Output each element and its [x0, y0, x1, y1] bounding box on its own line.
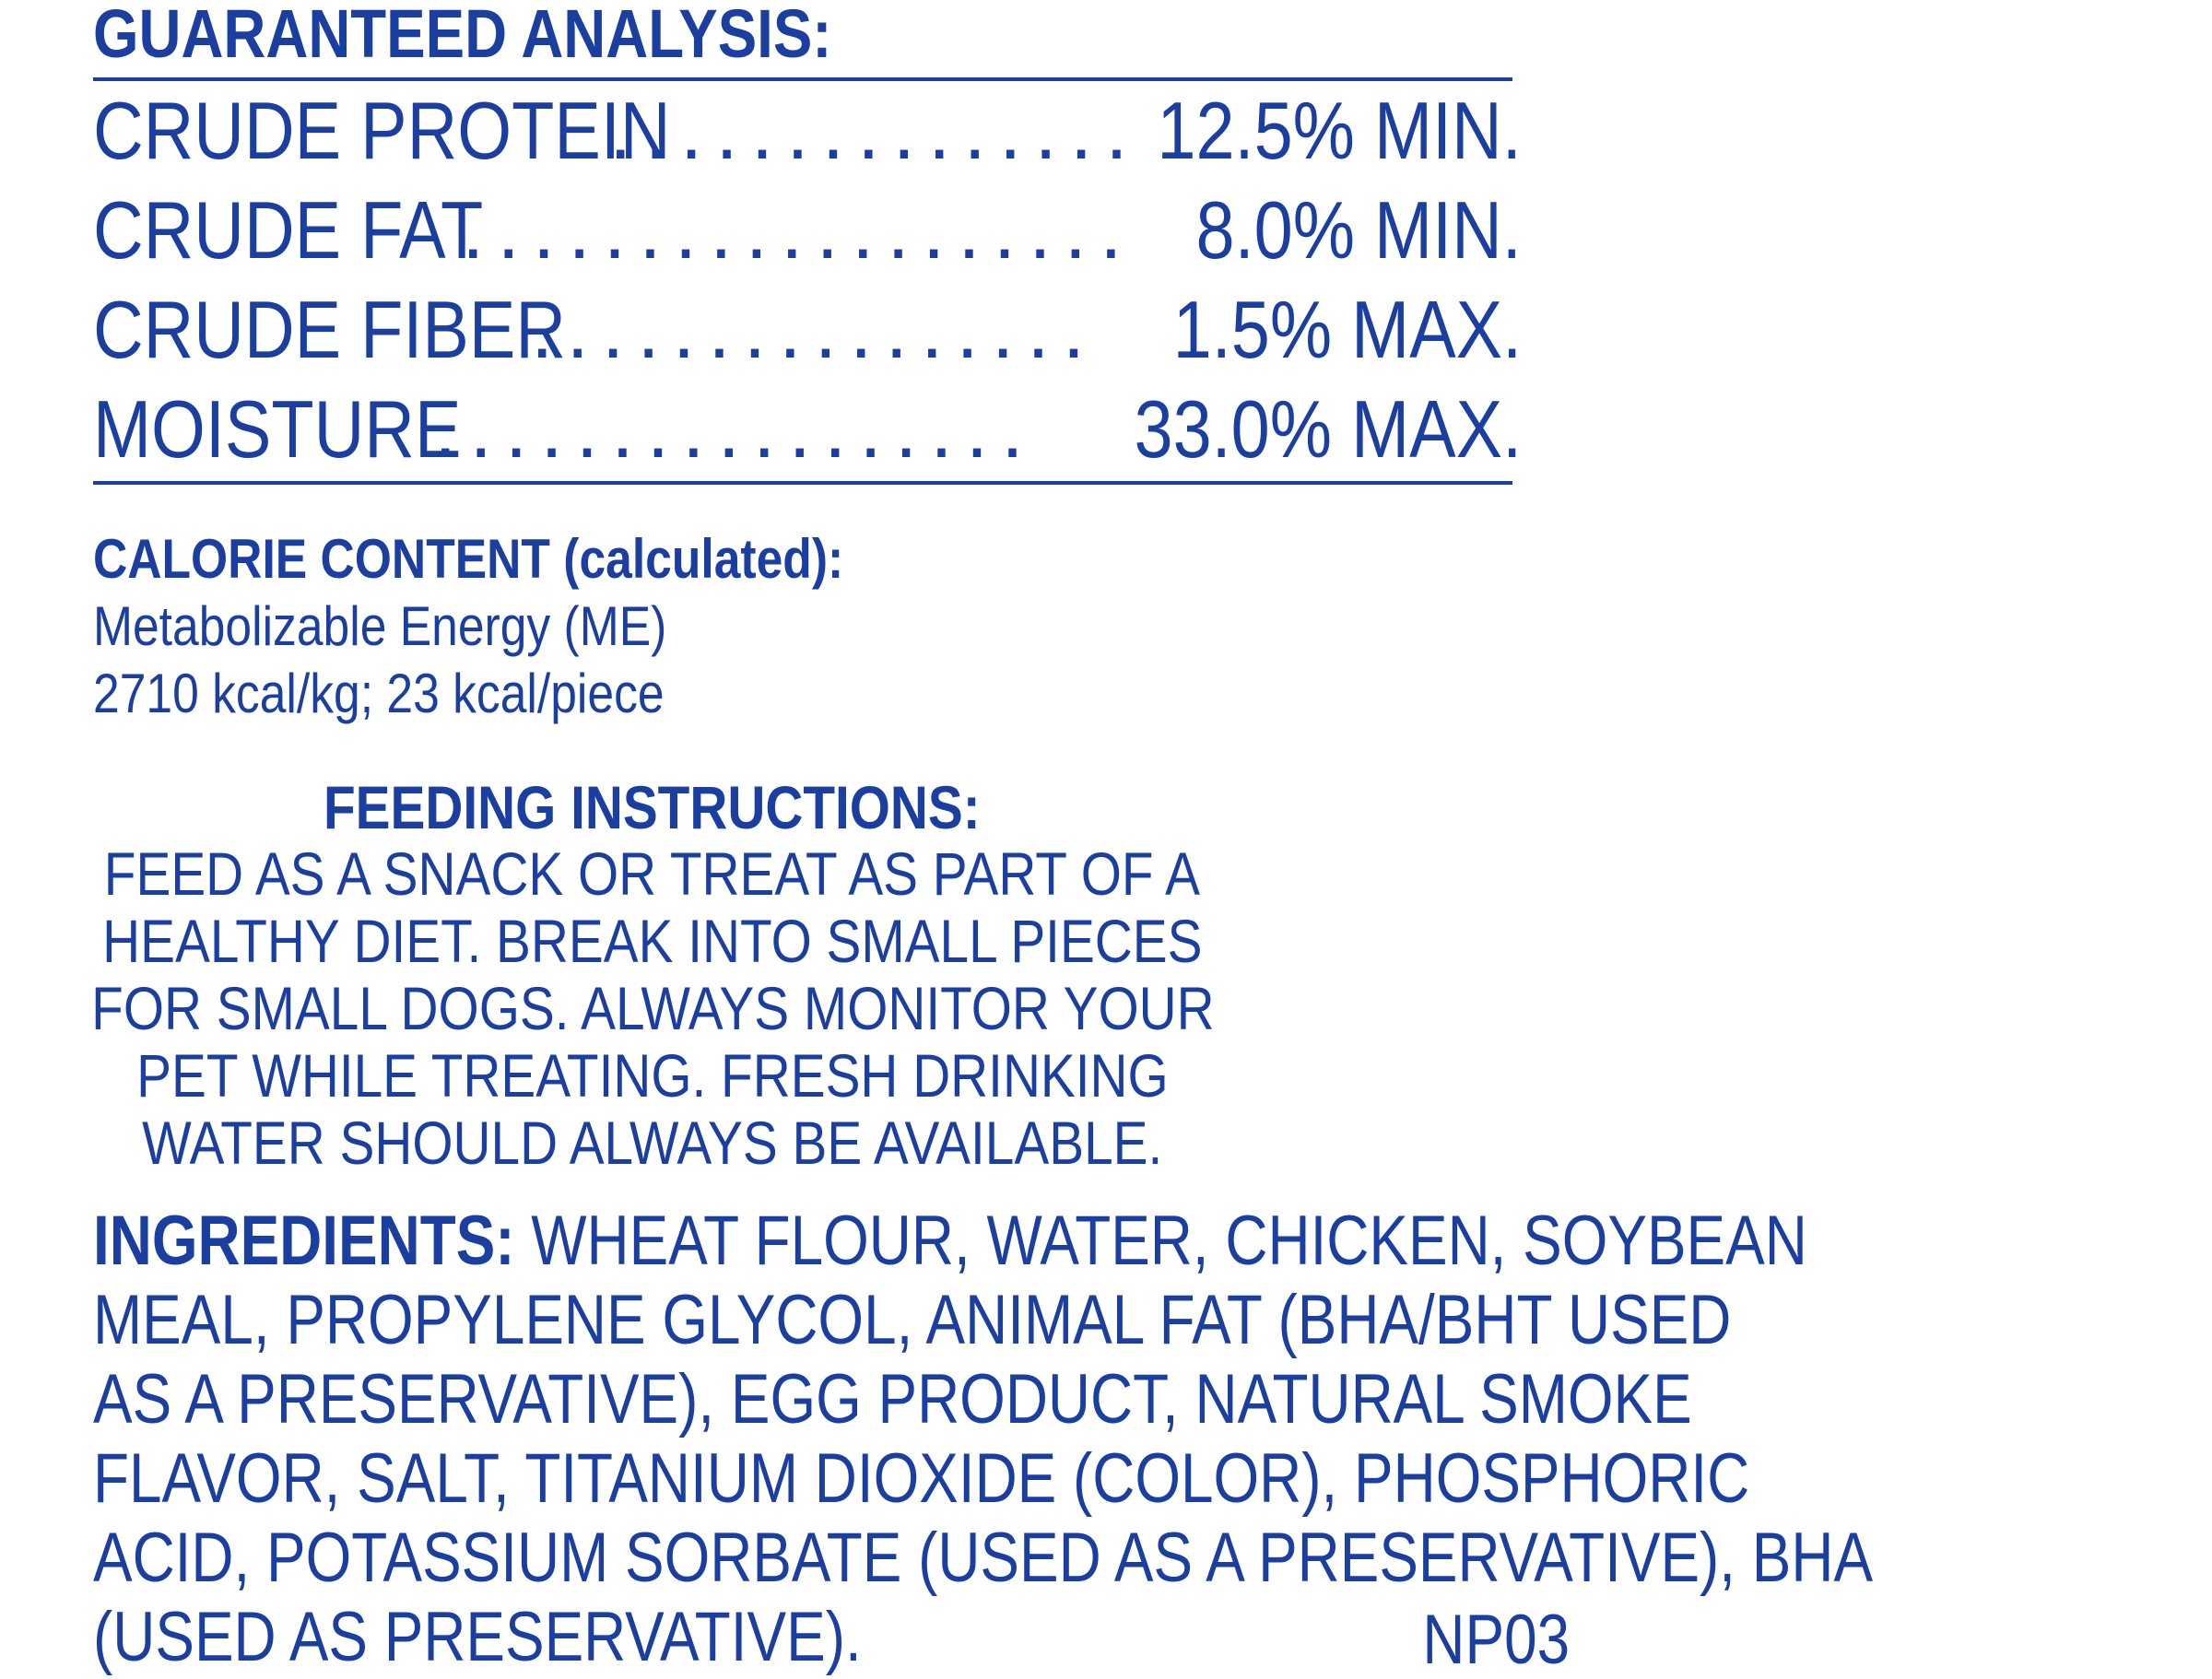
- analysis-row-crude-fat: [93, 184, 1522, 276]
- ingredients-line: [93, 1202, 1807, 1280]
- ingredients-text: FLAVOR, SALT, TITANIUM DIOXIDE (COLOR), PHOSPHORIC: [93, 1439, 1750, 1518]
- analysis-value: 1.5% MAX.: [1172, 284, 1522, 375]
- ingredients-line: [93, 1599, 1568, 1676]
- feeding-line-text: FEED AS A SNACK OR TREAT AS PART OF A: [103, 840, 1201, 908]
- feeding-line: [0, 973, 1304, 1043]
- calorie-energy-value: 2710 kcal/kg; 23 kcal/piece: [93, 663, 665, 724]
- feeding-line: [0, 839, 1304, 909]
- analysis-row-crude-fiber: [93, 284, 1522, 376]
- feeding-line: [0, 906, 1304, 976]
- bottom-divider: [93, 481, 1512, 485]
- analysis-value: 8.0% MIN.: [1195, 184, 1522, 276]
- feeding-line: [0, 1040, 1304, 1110]
- ingredients-line: [93, 1281, 1732, 1359]
- analysis-row-crude-protein: [93, 85, 1522, 177]
- ingredients-line: [93, 1360, 1692, 1438]
- feeding-line-text: FOR SMALL DOGS. ALWAYS MONITOR YOUR: [91, 974, 1215, 1042]
- analysis-name: MOISTURE: [93, 383, 462, 475]
- ingredients-label: INGREDIENTS:: [93, 1202, 515, 1280]
- ingredients-line: [93, 1519, 1874, 1597]
- calorie-energy-label: Metabolizable Energy (ME): [93, 595, 667, 657]
- analysis-row-moisture: [93, 383, 1522, 476]
- feeding-line-text: PET WHILE TREATING. FRESH DRINKING: [135, 1041, 1169, 1110]
- feeding-line-text: WATER SHOULD ALWAYS BE AVAILABLE.: [141, 1109, 1163, 1177]
- analysis-name: CRUDE PROTEIN: [93, 85, 671, 176]
- ingredients-text: (USED AS PRESERVATIVE).: [93, 1598, 862, 1676]
- feeding-instructions-title: [0, 772, 1304, 842]
- calorie-content-title: CALORIE CONTENT (calculated):: [93, 528, 844, 590]
- guaranteed-analysis-title: GUARANTEED ANALYSIS:: [93, 0, 832, 72]
- analysis-dots: ...................: [462, 184, 1135, 276]
- ingredients-line: [93, 1439, 1750, 1518]
- analysis-dots: .................: [434, 383, 1037, 475]
- analysis-dots: ................: [531, 284, 1099, 375]
- ingredients-text: WHEAT FLOUR, WATER, CHICKEN, SOYBEAN: [514, 1202, 1807, 1280]
- analysis-value: 12.5% MIN.: [1157, 85, 1522, 176]
- ingredients-text: AS A PRESERVATIVE), EGG PRODUCT, NATURAL SMOKE: [93, 1360, 1692, 1438]
- feeding-line-text: HEALTHY DIET. BREAK INTO SMALL PIECES: [101, 907, 1203, 975]
- ingredients-text: ACID, POTASSIUM SORBATE (USED AS A PRESERVATIVE), BHA: [93, 1519, 1874, 1597]
- analysis-name: CRUDE FAT: [93, 184, 484, 276]
- analysis-name: CRUDE FIBER: [93, 284, 566, 375]
- top-divider: [93, 77, 1512, 81]
- feeding-title-text: FEEDING INSTRUCTIONS:: [324, 773, 981, 841]
- ingredients-text: MEAL, PROPYLENE GLYCOL, ANIMAL FAT (BHA/BHT USED: [93, 1281, 1732, 1359]
- product-code: NP03: [1422, 1601, 1570, 1679]
- analysis-value: 33.0% MAX.: [1134, 383, 1522, 475]
- feeding-line: [0, 1108, 1304, 1178]
- analysis-dots: ...............: [609, 85, 1141, 176]
